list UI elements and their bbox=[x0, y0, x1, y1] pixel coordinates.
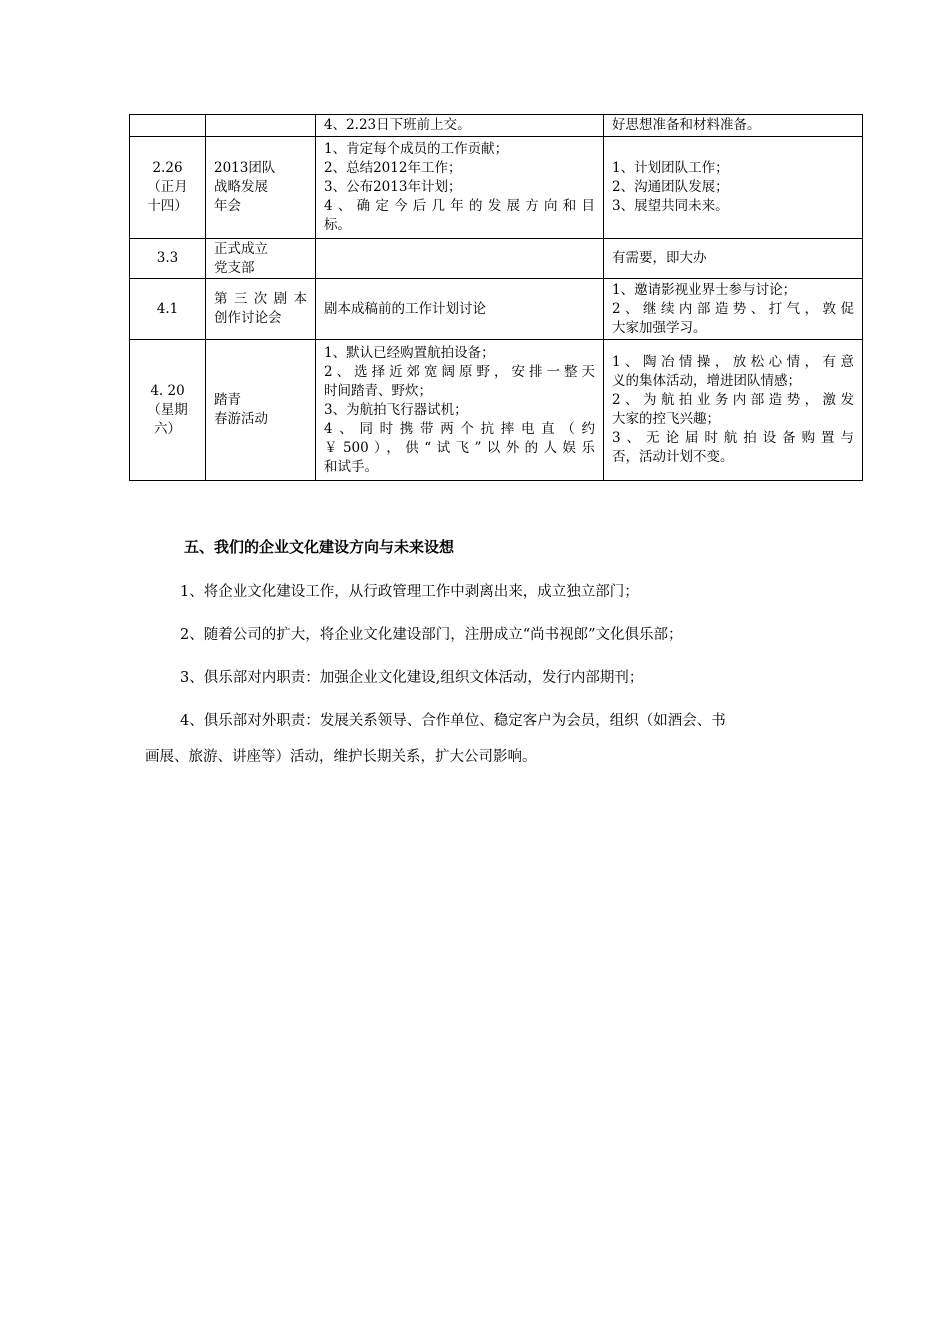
cell-line: 2.26 bbox=[152, 160, 183, 176]
content-cell bbox=[316, 239, 604, 279]
cell-line: 3、展望共同未来。 bbox=[612, 198, 729, 214]
section-heading: 五、我们的企业文化建设方向与未来设想 bbox=[184, 538, 455, 556]
cell-line: 4、确定今后几年的发展方向和目 bbox=[324, 198, 595, 214]
paragraph-1: 1、将企业文化建设工作，从行政管理工作中剥离出来，成立独立部门； bbox=[180, 584, 639, 600]
cell-line: 1、计划团队工作； bbox=[612, 160, 729, 176]
table-row bbox=[130, 279, 863, 340]
cell-line: 否，活动计划不变。 bbox=[612, 449, 734, 465]
date-cell bbox=[130, 137, 206, 239]
cell-line: 4、2.23日下班前上交。 bbox=[324, 117, 471, 133]
cell-line: 1、陶冶情操，放松心情，有意 bbox=[612, 354, 854, 370]
cell-line: 义的集体活动，增进团队情感； bbox=[612, 373, 801, 389]
cell-line: 大家的控飞兴趣； bbox=[612, 411, 720, 427]
cell-line: 创作讨论会 bbox=[214, 310, 282, 326]
cell-line: 2、沟通团队发展； bbox=[612, 179, 729, 195]
content-cell bbox=[316, 340, 604, 481]
cell-line: （星期 bbox=[147, 401, 188, 418]
paragraph-4-line-1: 4、俱乐部对外职责：发展关系领导、合作单位、稳定客户为会员，组织（如酒会、书 bbox=[180, 713, 726, 729]
cell-line: 十四） bbox=[147, 198, 188, 214]
cell-line: 3、公布2013年计划； bbox=[324, 179, 462, 195]
event-name-cell bbox=[206, 115, 316, 137]
event-name-cell bbox=[206, 239, 316, 279]
cell-line: 3、无论届时航拍设备购置与 bbox=[612, 430, 854, 446]
cell-line: 时间踏青、野炊； bbox=[324, 382, 432, 399]
goal-cell bbox=[604, 239, 863, 279]
goal-cell bbox=[604, 115, 863, 137]
event-name-cell bbox=[206, 340, 316, 481]
cell-line: 大家加强学习。 bbox=[612, 319, 707, 336]
cell-line: 4. 20 bbox=[150, 382, 185, 399]
cell-line: 3、为航拍飞行器试机； bbox=[324, 401, 468, 418]
table-row bbox=[130, 239, 863, 279]
date-cell bbox=[130, 279, 206, 340]
paragraph-2: 2、随着公司的扩大，将企业文化建设部门，注册成立“尚书视郎”文化俱乐部； bbox=[180, 627, 683, 643]
cell-line: 1、肯定每个成员的工作贡献； bbox=[324, 141, 509, 157]
cell-line: 4.1 bbox=[156, 300, 179, 317]
cell-line: 1、默认已经购置航拍设备； bbox=[324, 344, 495, 361]
cell-line: 战略发展 bbox=[214, 179, 268, 195]
date-cell bbox=[130, 340, 206, 481]
content-cell bbox=[316, 279, 604, 340]
cell-line: 剧本成稿前的工作计划讨论 bbox=[324, 300, 486, 317]
table-row bbox=[130, 340, 863, 481]
cell-line: 4、同时携带两个抗摔电直（约 bbox=[324, 420, 595, 437]
cell-line: 2、总结2012年工作； bbox=[324, 160, 462, 176]
cell-line: 年会 bbox=[214, 198, 241, 214]
content-cell bbox=[316, 137, 604, 239]
table-row bbox=[130, 115, 863, 137]
paragraph-4-line-2: 画展、旅游、讲座等）活动，维护长期关系，扩大公司影响。 bbox=[145, 749, 537, 765]
cell-line: 2、选择近郊宽阔原野，安排一整天 bbox=[324, 363, 595, 380]
activity-plan-table bbox=[129, 114, 863, 481]
cell-line: 2、为航拍业务内部造势，激发 bbox=[612, 392, 854, 408]
table-row bbox=[130, 137, 863, 239]
cell-line: 春游活动 bbox=[214, 411, 268, 427]
event-name-cell bbox=[206, 137, 316, 239]
goal-cell bbox=[604, 137, 863, 239]
cell-line: 3.3 bbox=[156, 250, 179, 266]
cell-line: 2013团队 bbox=[214, 160, 276, 176]
cell-line: 好思想准备和材料准备。 bbox=[612, 117, 761, 133]
cell-line: ￥500），供“试飞”以外的人娱乐 bbox=[324, 439, 595, 456]
goal-cell bbox=[604, 340, 863, 481]
cell-line: 党支部 bbox=[214, 259, 255, 276]
paragraph-3: 3、俱乐部对内职责：加强企业文化建设,组织文体活动，发行内部期刊； bbox=[180, 670, 644, 686]
cell-line: （正月 bbox=[147, 179, 188, 195]
cell-line: 2、继续内部造势、打气，敦促 bbox=[612, 300, 854, 317]
event-name-cell bbox=[206, 279, 316, 340]
date-cell bbox=[130, 239, 206, 279]
cell-line: 和试手。 bbox=[324, 458, 378, 475]
goal-cell bbox=[604, 279, 863, 340]
cell-line: 标。 bbox=[324, 217, 351, 233]
cell-line: 第三次剧本 bbox=[214, 291, 307, 307]
cell-line: 有需要，即大办 bbox=[612, 250, 707, 266]
content-cell bbox=[316, 115, 604, 137]
cell-line: 六） bbox=[154, 420, 181, 437]
cell-line: 1、邀请影视业界士参与讨论； bbox=[612, 281, 797, 298]
cell-line: 正式成立 bbox=[214, 240, 268, 257]
date-cell bbox=[130, 115, 206, 137]
cell-line: 踏青 bbox=[214, 392, 241, 408]
